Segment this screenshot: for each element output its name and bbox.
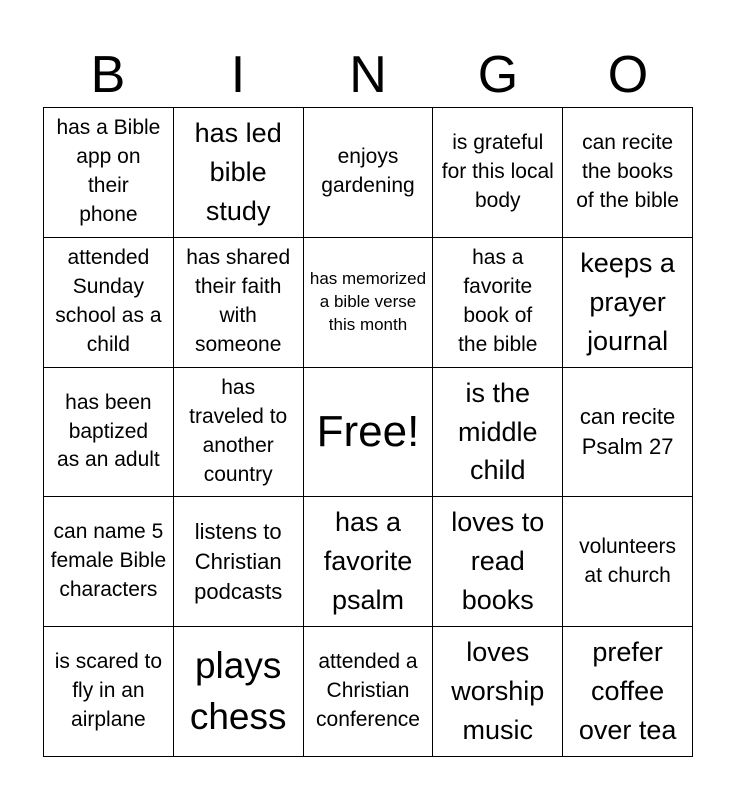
header-letter-i: I xyxy=(230,46,246,104)
bingo-cell-text: is grateful for this local body xyxy=(441,130,554,212)
bingo-card-grid xyxy=(43,107,693,757)
bingo-cell-r5c1[interactable] xyxy=(44,627,174,757)
bingo-cell-text: can name 5 female Bible characters xyxy=(50,520,167,602)
bingo-cell-r5c4[interactable] xyxy=(433,627,563,757)
bingo-cell-text: enjoys gardening xyxy=(321,145,415,198)
header-letter-g: G xyxy=(477,46,519,104)
bingo-cell-r2c3[interactable] xyxy=(304,238,434,368)
bingo-cell-r5c3[interactable] xyxy=(304,627,434,757)
bingo-cell-free[interactable] xyxy=(304,368,434,498)
bingo-cell-r4c2[interactable] xyxy=(174,497,304,627)
bingo-cell-text: prefer coffee over tea xyxy=(578,637,677,746)
free-space-text: Free! xyxy=(316,407,420,457)
bingo-cell-r4c3[interactable] xyxy=(304,497,434,627)
bingo-cell-text: plays chess xyxy=(189,645,287,737)
bingo-cell-r1c2[interactable] xyxy=(174,108,304,238)
bingo-cell-r2c1[interactable] xyxy=(44,238,174,368)
bingo-cell-text: loves worship music xyxy=(451,637,545,746)
bingo-cell-text: is the middle child xyxy=(458,377,538,486)
bingo-cell-r3c4[interactable] xyxy=(433,368,563,498)
bingo-cell-r3c2[interactable] xyxy=(174,368,304,498)
bingo-cell-text: loves to read books xyxy=(451,507,545,616)
bingo-cell-r1c1[interactable] xyxy=(44,108,174,238)
bingo-cell-r1c4[interactable] xyxy=(433,108,563,238)
bingo-cell-r1c5[interactable] xyxy=(563,108,693,238)
bingo-cell-r2c4[interactable] xyxy=(433,238,563,368)
bingo-cell-text: keeps a prayer journal xyxy=(580,247,675,356)
bingo-cell-text: has been baptized as an adult xyxy=(57,390,160,472)
bingo-cell-r5c5[interactable] xyxy=(563,627,693,757)
bingo-cell-r2c2[interactable] xyxy=(174,238,304,368)
bingo-cell-r3c1[interactable] xyxy=(44,368,174,498)
bingo-cell-r4c1[interactable] xyxy=(44,497,174,627)
bingo-cell-text: has a Bible app on their phone xyxy=(56,116,161,227)
bingo-cell-text: is scared to fly in an airplane xyxy=(54,650,163,732)
bingo-cell-r1c3[interactable] xyxy=(304,108,434,238)
bingo-cell-text: can recite the books of the bible xyxy=(576,130,679,212)
bingo-header xyxy=(43,44,693,106)
header-letter-o: O xyxy=(607,46,649,104)
bingo-cell-text: attended a Christian conference xyxy=(316,650,420,732)
bingo-cell-text: has memorized a bible verse this month xyxy=(309,268,427,334)
bingo-cell-r4c4[interactable] xyxy=(433,497,563,627)
bingo-cell-text: has traveled to another country xyxy=(189,376,288,486)
bingo-cell-r2c5[interactable] xyxy=(563,238,693,368)
bingo-cell-text: listens to Christian podcasts xyxy=(194,518,283,604)
bingo-cell-text: has shared their faith with someone xyxy=(186,246,291,357)
bingo-cell-text: has led bible study xyxy=(194,118,282,226)
bingo-cell-r3c5[interactable] xyxy=(563,368,693,498)
bingo-cell-text: attended Sunday school as a child xyxy=(55,246,162,357)
bingo-cell-text: can recite Psalm 27 xyxy=(579,404,676,459)
bingo-cell-r4c5[interactable] xyxy=(563,497,693,627)
header-letter-b: B xyxy=(90,46,126,104)
bingo-cell-r5c2[interactable] xyxy=(174,627,304,757)
header-letter-n: N xyxy=(349,46,387,104)
bingo-cell-text: has a favorite psalm xyxy=(323,507,413,616)
bingo-cell-text: volunteers at church xyxy=(579,534,677,587)
bingo-cell-text: has a favorite book of the bible xyxy=(458,246,538,357)
